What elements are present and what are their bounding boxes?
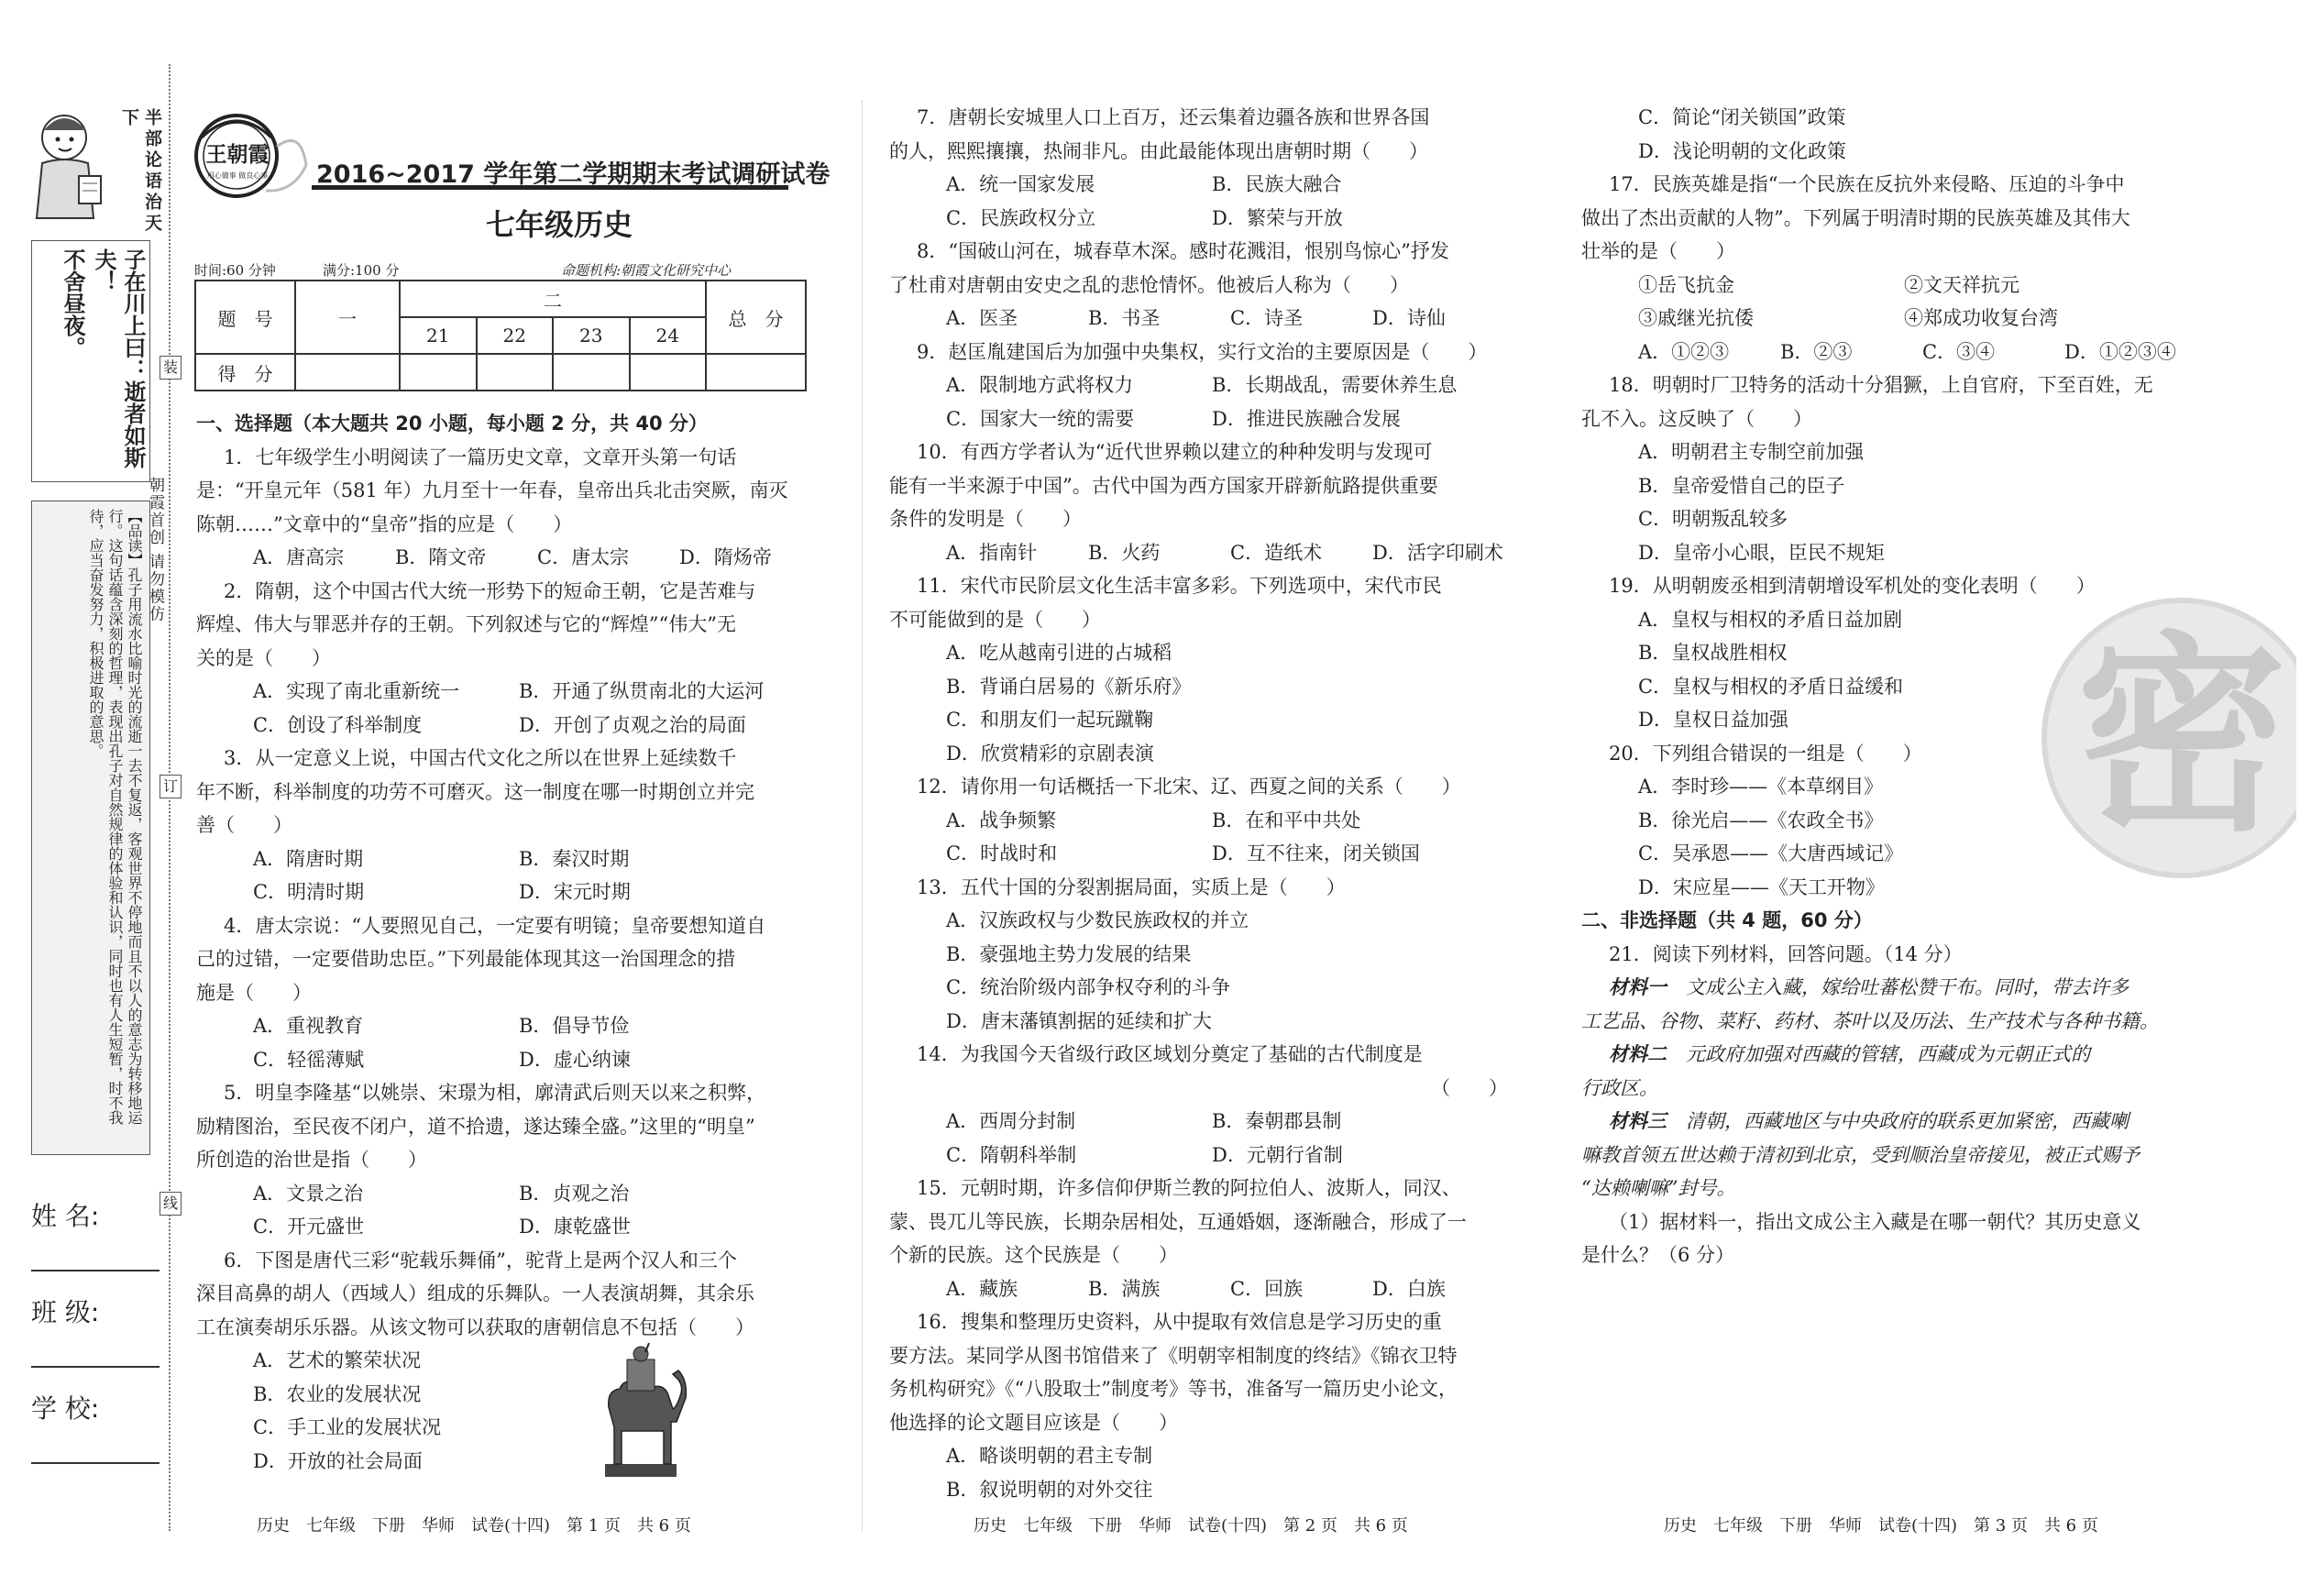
- option-b[interactable]: B．皇帝爱惜自己的臣子: [1638, 474, 1845, 497]
- question-2: [196, 575, 820, 743]
- q18-line: 18．明朝时厂卫特务的活动十分猖獗，上自官府，下至百姓，无: [1609, 374, 2153, 396]
- exam-time: 时间:60 分钟: [194, 262, 276, 279]
- column-3: [1581, 101, 2200, 1272]
- option-a[interactable]: A．明朝君主专制空前加强: [1638, 441, 1865, 463]
- option-b[interactable]: B．在和平中共处: [1212, 809, 1361, 831]
- material-3-text: 清朝，西藏地区与中央政府的联系更加紧密，西藏喇: [1686, 1110, 2129, 1132]
- q16-line: 他选择的论文题目应该是（ ）: [889, 1411, 1178, 1434]
- q17-items: [1581, 269, 2200, 303]
- material-1-label: 材料一: [1609, 975, 1667, 998]
- question-10: [889, 435, 1508, 569]
- question-19: [1581, 569, 2200, 737]
- option-d[interactable]: D．宋应星——《天工开物》: [1638, 875, 1885, 898]
- q5-options: [196, 1210, 820, 1244]
- q1-line: 是：“开皇元年（581 年）九月至十一年春，皇帝出兵北击突厥，南灭: [196, 479, 788, 501]
- commentary-box: [31, 501, 150, 1155]
- q2-line: 2．隋朝，这个中国古代大统一形势下的短命王朝，它是苦难与: [224, 579, 756, 602]
- question-16-continued: [1581, 101, 2200, 168]
- q12-line: 12．请你用一句话概括一下北宋、辽、西夏之间的关系（ ）: [917, 776, 1461, 798]
- score-table-q24: 24: [630, 317, 707, 354]
- score-cell[interactable]: [553, 354, 630, 391]
- q9-options: [889, 402, 1508, 436]
- question-4: [196, 909, 820, 1077]
- column-divider: [862, 101, 863, 1531]
- q17-items: [1581, 302, 2200, 336]
- q6-line: 6．下图是唐代三彩“驼载乐舞俑”，驼背上是两个汉人和三个: [224, 1249, 737, 1271]
- material-2: [1581, 1038, 2200, 1072]
- q12-options: [889, 837, 1508, 871]
- question-8: [889, 235, 1508, 336]
- option-c[interactable]: C．和朋友们一起玩蹴鞠: [946, 709, 1154, 731]
- question-14: [889, 1038, 1508, 1172]
- exam-org: 命题机构:朝霞文化研究中心: [561, 262, 732, 279]
- q10-line: 10．有西方学者认为“近代世界赖以建立的种种发明与发现可: [917, 441, 1433, 463]
- option-a[interactable]: A．重视教育: [253, 1015, 364, 1037]
- option-b[interactable]: B．秦朝郡县制: [1212, 1110, 1342, 1132]
- q15-line: 个新的民族。这个民族是（ ）: [889, 1244, 1178, 1266]
- question-6: [196, 1244, 820, 1479]
- option-d[interactable]: D．浅论明朝的文化政策: [1638, 139, 1846, 162]
- score-table-part2: 二: [400, 281, 706, 317]
- q4-line: 施是（ ）: [196, 981, 312, 1004]
- q15-line: 15．元朝时期，许多信仰伊斯兰教的阿拉伯人、波斯人，同汉、: [917, 1177, 1461, 1199]
- q14-options: [889, 1105, 1508, 1139]
- option-c[interactable]: C．简论“闭关锁国”政策: [1638, 106, 1846, 128]
- option-c[interactable]: C．隋朝科举制: [946, 1143, 1077, 1166]
- logo-text: 王朝霞: [205, 142, 270, 167]
- option-c[interactable]: C．轻徭薄赋: [253, 1048, 365, 1071]
- question-9: [889, 336, 1508, 436]
- q14-options: [889, 1139, 1508, 1172]
- q9-line: 9．赵匡胤建国后为加强中央集权，实行文治的主要原因是（ ）: [917, 340, 1488, 363]
- scholar-cartoon-icon: [26, 110, 113, 225]
- q17-line: 壮举的是（ ）: [1581, 240, 1735, 262]
- sidebar: [0, 0, 183, 1596]
- material-3: [1581, 1105, 2200, 1139]
- material-3-label: 材料三: [1609, 1109, 1667, 1132]
- option-d[interactable]: D．开放的社会局面: [253, 1449, 423, 1472]
- q3-line: 年不断，科举制度的功劳不可磨灭。这一制度在哪一时期创立并完: [196, 780, 754, 803]
- option-d[interactable]: D．皇权日益加强: [1638, 709, 1788, 731]
- q12-options: [889, 804, 1508, 838]
- material-1: [1581, 971, 2200, 1005]
- option-d[interactable]: D．推进民族融合发展: [1212, 407, 1401, 430]
- score-cell[interactable]: [706, 354, 806, 391]
- q14-line: 14．为我国今天省级行政区域划分奠定了基础的古代制度是: [917, 1043, 1423, 1065]
- q3-line: 善（ ）: [196, 814, 292, 836]
- exam-full-score: 满分:100 分: [323, 262, 400, 279]
- score-table-total: 总 分: [706, 281, 806, 354]
- q15-line: 蒙、畏兀儿等民族，长期杂居相处，互通婚姻，逐渐融合，形成了一: [889, 1210, 1467, 1233]
- score-table-part1: 一: [295, 281, 400, 354]
- material-2-text: 元政府加强对西藏的管辖，西藏成为元朝正式的: [1686, 1043, 2090, 1065]
- option-a[interactable]: A．汉族政权与少数民族政权的并立: [946, 909, 1249, 931]
- option-b[interactable]: B．叙说明朝的对外交往: [946, 1478, 1153, 1501]
- q8-line: 8．“国破山河在，城春草木深。感时花溅泪，恨别鸟惊心”抒发: [917, 240, 1449, 262]
- q5-options: [196, 1177, 820, 1211]
- item-3: ③戚继光抗倭: [1638, 307, 1754, 329]
- page-footer-3: 历史 七年级 下册 华师 试卷(十四) 第 3 页 共 6 页: [1664, 1516, 2098, 1535]
- question-7: [889, 101, 1508, 235]
- q16-line: 16．搜集和整理历史资料，从中提取有效信息是学习历史的重: [917, 1311, 1442, 1333]
- q16-line: 务机构研究》《“八股取士”制度考》等书，准备写一篇历史小论文，: [889, 1378, 1458, 1400]
- q14-answer-paren: （ ）: [1431, 1076, 1508, 1099]
- series-label: 半部论语治天下: [119, 108, 162, 235]
- q21-line: 21．阅读下列材料，回答问题。（14 分）: [1609, 942, 1963, 965]
- question-16: [889, 1305, 1508, 1506]
- option-a[interactable]: A．①②③: [1638, 340, 1730, 363]
- question-20: [1581, 737, 2200, 905]
- part1-heading: 一、选择题（本大题共 20 小题，每小题 2 分，共 40 分）: [196, 413, 708, 435]
- q6-line: 深目高鼻的胡人（西域人）组成的乐舞队。一人表演胡舞，其余乐: [196, 1282, 754, 1304]
- q4-options: [196, 1043, 820, 1077]
- q3-line: 3．从一定意义上说，中国古代文化之所以在世界上延续数千: [224, 747, 737, 769]
- option-d[interactable]: D．互不往来，闭关锁国: [1212, 842, 1420, 864]
- q17-options: [1581, 336, 2200, 369]
- score-table-header-no: 题 号: [195, 281, 295, 354]
- option-a[interactable]: A．实现了南北重新统一: [253, 680, 460, 702]
- option-a[interactable]: A．李时珍——《本草纲目》: [1638, 776, 1884, 798]
- option-c[interactable]: C．手工业的发展状况: [253, 1416, 442, 1438]
- option-c[interactable]: C．皇权与相权的矛盾日益缓和: [1638, 675, 1904, 698]
- question-12: [889, 770, 1508, 871]
- page-footer-1: 历史 七年级 下册 华师 试卷(十四) 第 1 页 共 6 页: [257, 1516, 691, 1535]
- q10-line: 条件的发明是（ ）: [889, 508, 1082, 530]
- question-17: [1581, 168, 2200, 369]
- material-3-text: “达赖喇嘛”封号。: [1581, 1177, 1736, 1199]
- option-d[interactable]: D．繁荣与开放: [1212, 206, 1343, 229]
- page-footer-2: 历史 七年级 下册 华师 试卷(十四) 第 2 页 共 6 页: [974, 1516, 1408, 1535]
- q3-options: [196, 842, 820, 876]
- option-a[interactable]: A．略谈明朝的君主专制: [946, 1445, 1153, 1467]
- option-c[interactable]: C．吴承恩——《大唐西域记》: [1638, 842, 1904, 864]
- q1-options: [196, 541, 820, 575]
- watermark-text: 密: [2075, 615, 2287, 860]
- option-c[interactable]: C．民族政权分立: [946, 206, 1096, 229]
- score-cell[interactable]: [630, 354, 707, 391]
- class-label: 班 级:: [31, 1297, 100, 1327]
- column-2: [889, 101, 1508, 1506]
- option-c[interactable]: C．创设了科举制度: [253, 713, 423, 736]
- option-c[interactable]: C．回族: [1230, 1277, 1304, 1300]
- option-a[interactable]: A．皇权与相权的矛盾日益加剧: [1638, 608, 1903, 631]
- q17-line: 17．民族英雄是指“一个民族在反抗外来侵略、压迫的斗争中: [1609, 173, 2125, 195]
- q2-options: [196, 675, 820, 709]
- option-b[interactable]: B．长期战乱，需要休养生息: [1212, 374, 1458, 396]
- option-a[interactable]: A．战争频繁: [946, 809, 1057, 831]
- option-d[interactable]: D．开创了贞观之治的局面: [519, 713, 746, 736]
- q11-line: 11．宋代市民阶层文化生活丰富多彩。下列选项中，宋代市民: [917, 575, 1442, 597]
- quote-title: 子在川上曰：逝者如斯夫！: [91, 248, 146, 468]
- binding-mark-1: 装: [160, 356, 182, 380]
- q2-line: 关的是（ ）: [196, 646, 331, 669]
- question-1: [196, 441, 820, 575]
- option-b[interactable]: B．背诵白居易的《新乐府》: [946, 675, 1192, 698]
- class-field[interactable]: [31, 1293, 160, 1368]
- q4-options: [196, 1009, 820, 1043]
- quote-box: [31, 240, 150, 482]
- option-b[interactable]: B．皇权战胜相权: [1638, 642, 1788, 664]
- q13-line: 13．五代十国的分裂割据局面，实质上是（ ）: [917, 875, 1346, 898]
- q16-line: 要方法。某同学从图书馆借来了《明朝宰相制度的终结》《锦衣卫特: [889, 1344, 1458, 1367]
- option-b[interactable]: B．书圣: [1088, 307, 1161, 329]
- question-15: [889, 1172, 1508, 1305]
- item-1: ①岳飞抗金: [1638, 273, 1734, 296]
- option-c[interactable]: C．国家大一统的需要: [946, 407, 1135, 430]
- item-4: ④郑成功收复台湾: [1904, 307, 2058, 329]
- option-c[interactable]: C．③④: [1922, 340, 1996, 363]
- q4-line: 4．唐太宗说：“人要照见自己，一定要有明镜；皇帝要想知道自: [224, 914, 766, 937]
- option-c[interactable]: C．唐太宗: [537, 546, 630, 568]
- option-a[interactable]: A．文景之治: [253, 1182, 364, 1205]
- option-b[interactable]: B．倡导节俭: [519, 1015, 630, 1037]
- score-table-q23: 23: [553, 317, 630, 354]
- option-a[interactable]: A．医圣: [946, 307, 1018, 329]
- commentary-text: 【品读】孔子用流水比喻时光的流逝一去不复返，客观世界不停地而且不以人的意志为转移地运行。这句话蕴含深刻的哲理，表现出孔子对自然规律的体验和认识，同时也有人生短暂，时不我待，应当奋发努力，积极进取的意思。: [87, 509, 143, 1125]
- q20-line: 20．下列组合错误的一组是（ ）: [1609, 742, 1922, 765]
- question-11: [889, 569, 1508, 770]
- material-1-text: 工艺品、谷物、菜籽、药材、茶叶以及历法、生产技术与各种书籍。: [1581, 1009, 2159, 1032]
- option-b[interactable]: B．隋文帝: [395, 546, 487, 568]
- q7-options: [889, 168, 1508, 202]
- question-3: [196, 742, 820, 909]
- option-c[interactable]: C．统治阶级内部争权夺利的斗争: [946, 976, 1231, 998]
- school-field[interactable]: [31, 1389, 160, 1464]
- name-field[interactable]: [31, 1196, 160, 1271]
- option-a[interactable]: A．指南针: [946, 541, 1038, 564]
- name-label: 姓 名:: [31, 1201, 100, 1231]
- q3-options: [196, 875, 820, 909]
- option-c[interactable]: C．诗圣: [1230, 307, 1304, 329]
- option-d[interactable]: D．康乾盛世: [519, 1216, 631, 1238]
- column-1: [196, 407, 820, 1478]
- option-a[interactable]: A．藏族: [946, 1277, 1018, 1300]
- binding-mark-3: 线: [160, 1192, 182, 1216]
- option-b[interactable]: B．豪强地主势力发展的结果: [946, 942, 1192, 965]
- score-table-score-label: 得 分: [195, 354, 295, 391]
- question-5: [196, 1076, 820, 1244]
- q2-options: [196, 709, 820, 743]
- option-d[interactable]: D．唐末藩镇割据的延续和扩大: [946, 1009, 1212, 1032]
- q21-sub1: （1）据材料一，指出文成公主入藏是在哪一朝代？其历史意义: [1609, 1210, 2141, 1233]
- option-b[interactable]: B．民族大融合: [1212, 173, 1342, 195]
- q7-options: [889, 202, 1508, 236]
- q7-line: 的人，熙熙攘攘，热闹非凡。由此最能体现出唐朝时期（ ）: [889, 139, 1428, 162]
- option-b[interactable]: B．开通了纵贯南北的大运河: [519, 680, 765, 702]
- material-3-text: 嘛教首领五世达赖于清初到北京，受到顺治皇帝接见，被正式赐予: [1581, 1143, 2140, 1166]
- question-13: [889, 871, 1508, 1039]
- exam-subtitle: 七年级历史: [485, 207, 633, 242]
- brand-notice: 朝霞首创 请勿模仿: [146, 477, 164, 623]
- option-d[interactable]: D．皇帝小心眼，臣民不规矩: [1638, 541, 1885, 564]
- q7-line: 7．唐朝长安城里人口上百万，还云集着边疆各族和世界各国: [917, 106, 1430, 128]
- option-d[interactable]: D．元朝行省制: [1212, 1143, 1343, 1166]
- option-b[interactable]: B．②③: [1780, 340, 1853, 363]
- option-b[interactable]: B．农业的发展状况: [253, 1382, 422, 1405]
- q8-options: [889, 302, 1508, 336]
- q18-line: 孔不入。这反映了（ ）: [1581, 407, 1812, 430]
- question-18: [1581, 369, 2200, 569]
- option-d[interactable]: D．白族: [1372, 1277, 1446, 1300]
- option-d[interactable]: D．活字印刷术: [1372, 541, 1503, 564]
- option-a[interactable]: A．唐高宗: [253, 546, 345, 568]
- option-c[interactable]: C．时战时和: [946, 842, 1058, 864]
- q9-options: [889, 369, 1508, 402]
- camel-figurine-image: [589, 1343, 689, 1480]
- score-cell[interactable]: [477, 354, 554, 391]
- q1-line: 1．七年级学生小明阅读了一篇历史文章，文章开头第一句话: [224, 446, 737, 468]
- material-2-text: 行政区。: [1581, 1076, 1658, 1099]
- q19-line: 19．从明朝废丞相到清朝增设军机处的变化表明（ ）: [1609, 575, 2096, 597]
- q11-line: 不可能做到的是（ ）: [889, 608, 1101, 631]
- q17-line: 做出了杰出贡献的人物”。下列属于明清时期的民族英雄及其伟大: [1581, 206, 2130, 229]
- option-d[interactable]: D．欣赏精彩的京剧表演: [946, 742, 1154, 765]
- q2-line: 辉煌、伟大与罪恶并存的王朝。下列叙述与它的“辉煌”“伟大”无: [196, 613, 736, 635]
- option-b[interactable]: B．贞观之治: [519, 1182, 630, 1205]
- option-a[interactable]: A．隋唐时期: [253, 847, 364, 870]
- logo-slogan: 用心做事 做良心事: [206, 171, 269, 180]
- option-a[interactable]: A．统一国家发展: [946, 173, 1095, 195]
- option-d[interactable]: D．隋炀帝: [679, 546, 772, 568]
- material-1-text: 文成公主入藏，嫁给吐蕃松赞干布。同时，带去许多: [1686, 976, 2129, 998]
- score-table-q22: 22: [477, 317, 554, 354]
- score-cell[interactable]: [400, 354, 477, 391]
- score-table: [194, 280, 807, 391]
- option-b[interactable]: B．秦汉时期: [519, 847, 630, 870]
- score-table-q21: 21: [400, 317, 477, 354]
- option-b[interactable]: B．火药: [1088, 541, 1161, 564]
- q6-line: 工在演奏胡乐乐器。从该文物可以获取的唐朝信息不包括（ ）: [196, 1315, 754, 1338]
- option-a[interactable]: A．艺术的繁荣状况: [253, 1349, 422, 1371]
- option-c[interactable]: C．明清时期: [253, 881, 365, 903]
- part2-heading: 二、非选择题（共 4 题，60 分）: [1581, 909, 1873, 931]
- option-c[interactable]: C．造纸术: [1230, 541, 1323, 564]
- option-c[interactable]: C．明朝叛乱较多: [1638, 508, 1788, 530]
- option-d[interactable]: D．诗仙: [1372, 307, 1446, 329]
- item-2: ②文天祥抗元: [1904, 273, 2019, 296]
- q1-line: 陈朝……”文章中的“皇帝”指的应是（ ）: [196, 512, 573, 535]
- q5-line: 所创造的治世是指（ ）: [196, 1149, 427, 1171]
- q8-line: 了杜甫对唐朝由安史之乱的悲怆情怀。他被后人称为（ ）: [889, 273, 1409, 296]
- option-b[interactable]: B．满族: [1088, 1277, 1161, 1300]
- q21-sub1: 是什么？（6 分）: [1581, 1244, 1735, 1266]
- exam-title: 2016~2017 学年第二学期期末考试调研试卷: [316, 160, 831, 189]
- option-d[interactable]: D．虚心纳谏: [519, 1048, 631, 1071]
- q15-options: [889, 1272, 1508, 1306]
- q10-options: [889, 536, 1508, 570]
- q10-line: 能有一半来源于中国”。古代中国为西方国家开辟新航路提供重要: [889, 474, 1438, 497]
- school-label: 学 校:: [31, 1393, 100, 1424]
- binding-mark-2: 订: [160, 775, 182, 798]
- material-2-label: 材料二: [1609, 1042, 1667, 1065]
- q5-line: 励精图治，至民夜不闭户，道不拾遗，遂达臻全盛。”这里的“明皇”: [196, 1115, 755, 1138]
- score-cell[interactable]: [295, 354, 400, 391]
- quote-continuation: 不舍昼夜。: [60, 248, 85, 358]
- question-21: [1581, 938, 2200, 1272]
- option-a[interactable]: A．吃从越南引进的占城稻: [946, 642, 1172, 664]
- option-c[interactable]: C．开元盛世: [253, 1216, 365, 1238]
- option-d[interactable]: D．①②③④: [2064, 340, 2176, 363]
- q5-line: 5．明皇李隆基“以姚崇、宋璟为相，廓清武后则天以来之积弊，: [224, 1082, 766, 1104]
- option-d[interactable]: D．宋元时期: [519, 881, 631, 903]
- option-b[interactable]: B．徐光启——《农政全书》: [1638, 809, 1884, 831]
- q4-line: 己的过错，一定要借助忠臣。”下列最能体现其这一治国理念的措: [196, 948, 736, 970]
- option-a[interactable]: A．西周分封制: [946, 1110, 1076, 1132]
- logo: [193, 110, 312, 202]
- option-a[interactable]: A．限制地方武将权力: [946, 374, 1134, 396]
